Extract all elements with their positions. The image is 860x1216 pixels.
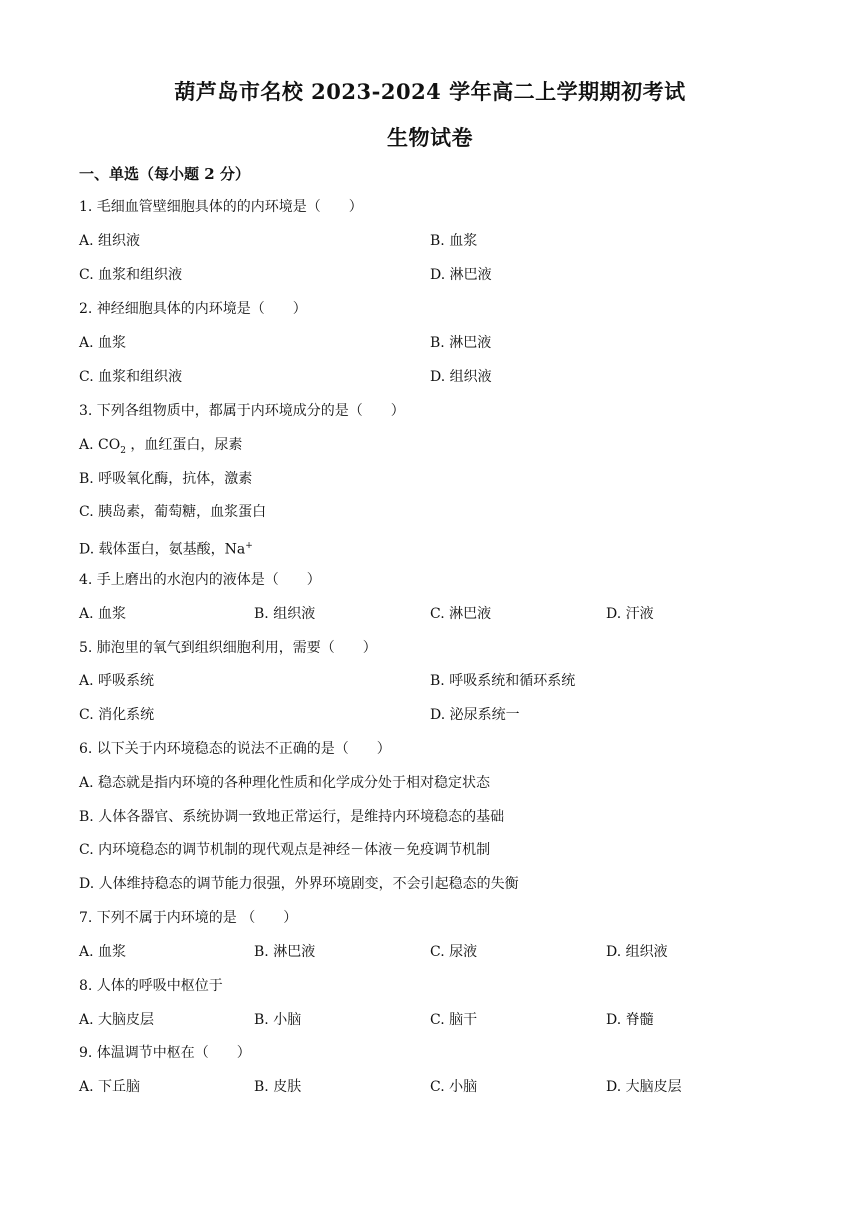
question-7-option-c: C. 尿液 <box>430 944 478 960</box>
question-1-option-b: B. 血浆 <box>430 233 478 249</box>
question-1-option-d: D. 淋巴液 <box>430 267 492 283</box>
question-3-stem: 3. 下列各组物质中，都属于内环境成分的是（ ） <box>79 403 405 419</box>
question-9-stem: 9. 体温调节中枢在（ ） <box>79 1045 251 1061</box>
subscript-2: 2 <box>120 445 126 456</box>
question-1-stem: 1. 毛细血管壁细胞具体的的内环境是（ ） <box>79 199 363 215</box>
question-9-option-a: A. 下丘脑 <box>79 1079 141 1095</box>
question-4-option-c: C. 淋巴液 <box>430 606 492 622</box>
page-title: 葫芦岛市名校 2023-2024 学年高二上学期期初考试 <box>174 79 686 104</box>
question-5-stem: 5. 肺泡里的氧气到组织细胞利用，需要（ ） <box>79 640 377 656</box>
question-3-option-d <box>79 536 253 560</box>
question-4-option-a: A. 血浆 <box>79 606 127 622</box>
question-3-option-a-pre: A. CO <box>79 437 121 453</box>
question-3-option-b: B. 呼吸氧化酶，抗体，激素 <box>79 471 253 487</box>
question-3-option-a-post: ，血红蛋白，尿素 <box>125 437 243 453</box>
question-4-option-b: B. 组织液 <box>254 606 316 622</box>
question-8-option-c: C. 脑干 <box>430 1012 478 1028</box>
question-7-option-a: A. 血浆 <box>79 944 127 960</box>
question-5-option-a: A. 呼吸系统 <box>79 673 155 689</box>
question-8-option-d: D. 脊髓 <box>606 1012 654 1028</box>
question-3-option-a <box>79 435 242 461</box>
question-5-option-d: D. 泌尿系统一 <box>430 707 520 723</box>
question-9-option-d: D. 大脑皮层 <box>606 1079 682 1095</box>
question-2-option-c: C. 血浆和组织液 <box>79 369 183 385</box>
question-6-option-a: A. 稳态就是指内环境的各种理化性质和化学成分处于相对稳定状态 <box>79 775 491 791</box>
question-8-stem: 8. 人体的呼吸中枢位于 <box>79 978 223 994</box>
question-9-option-c: C. 小脑 <box>430 1079 478 1095</box>
question-4-stem: 4. 手上磨出的水泡内的液体是（ ） <box>79 572 321 588</box>
question-7-option-d: D. 组织液 <box>606 944 668 960</box>
question-1-option-a: A. 组织液 <box>79 233 141 249</box>
question-3-option-c: C. 胰岛素，葡萄糖，血浆蛋白 <box>79 504 267 520</box>
question-6-option-c: C. 内环境稳态的调节机制的现代观点是神经－体液－免疫调节机制 <box>79 842 491 858</box>
question-2-option-b: B. 淋巴液 <box>430 335 492 351</box>
question-2-stem: 2. 神经细胞具体的内环境是（ ） <box>79 301 307 317</box>
superscript-plus: + <box>245 541 253 551</box>
question-2-option-d: D. 组织液 <box>430 369 492 385</box>
question-7-stem: 7. 下列不属于内环境的是 （ ） <box>79 910 298 926</box>
question-7-option-b: B. 淋巴液 <box>254 944 316 960</box>
section-heading: 一、单选（每小题 2 分） <box>79 165 250 183</box>
question-2-option-a: A. 血浆 <box>79 335 127 351</box>
question-5-option-c: C. 消化系统 <box>79 707 155 723</box>
question-3-option-d-pre: D. 载体蛋白，氨基酸，Na <box>79 541 246 558</box>
question-4-option-d: D. 汗液 <box>606 606 654 622</box>
question-8-option-a: A. 大脑皮层 <box>79 1012 155 1028</box>
page-subtitle: 生物试卷 <box>387 125 473 150</box>
question-8-option-b: B. 小脑 <box>254 1012 302 1028</box>
question-6-option-d: D. 人体维持稳态的调节能力很强，外界环境剧变，不会引起稳态的失衡 <box>79 876 519 892</box>
question-6-stem: 6. 以下关于内环境稳态的说法不正确的是（ ） <box>79 741 391 757</box>
question-6-option-b: B. 人体各器官、系统协调一致地正常运行，是维持内环境稳态的基础 <box>79 809 505 825</box>
question-1-option-c: C. 血浆和组织液 <box>79 267 183 283</box>
question-5-option-b: B. 呼吸系统和循环系统 <box>430 673 576 689</box>
question-9-option-b: B. 皮肤 <box>254 1079 302 1095</box>
